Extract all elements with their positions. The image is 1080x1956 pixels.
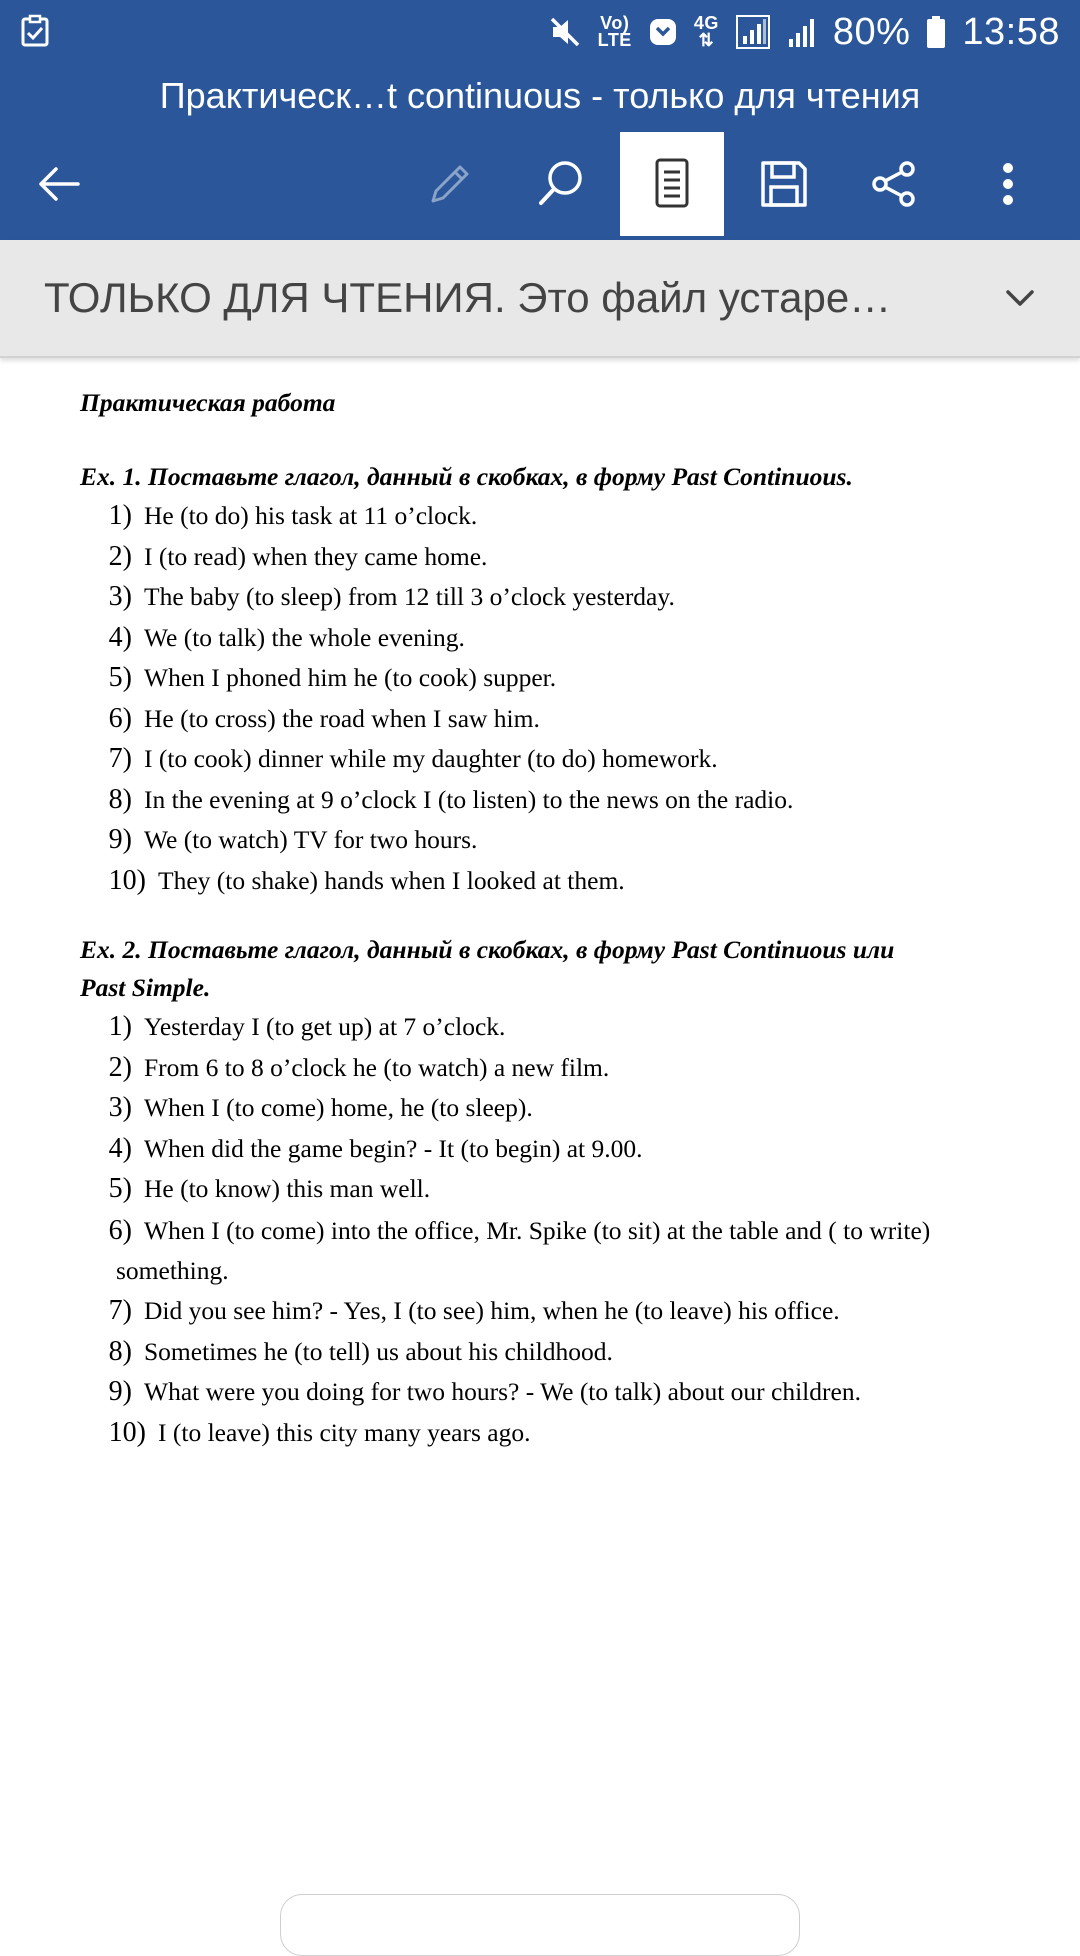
volte-label: Vo): [600, 13, 630, 33]
list-item-number: 7): [108, 743, 132, 774]
list-item: [80, 1129, 1020, 1170]
bottom-handle[interactable]: [280, 1894, 800, 1956]
list-item: [80, 820, 1020, 861]
ex2-heading-line2: Past Simple.: [80, 973, 211, 1002]
list-item: [80, 699, 1020, 740]
ex1-list: [80, 496, 1020, 901]
mute-icon: [548, 15, 582, 49]
share-icon: [867, 157, 921, 211]
ex2-list: [80, 1007, 1020, 1453]
battery-icon: [926, 15, 946, 49]
list-item-text: Did you see him? - Yes, I (to see) him, when he (to leave) his office.: [144, 1296, 840, 1325]
more-icon: [998, 157, 1018, 211]
share-button[interactable]: [842, 132, 946, 236]
document-body: [80, 384, 1020, 1453]
list-item-number: 5): [108, 662, 132, 693]
search-button[interactable]: [508, 132, 612, 236]
list-item: [80, 1413, 1020, 1454]
signal-sim1-icon: [735, 14, 771, 50]
lte-label: LTE: [597, 30, 632, 50]
clock: 13:58: [962, 10, 1060, 53]
list-item-number: 8): [108, 783, 132, 815]
list-item-number: 9): [108, 824, 132, 855]
save-icon: [757, 157, 811, 211]
list-item-number: 9): [108, 1376, 132, 1407]
list-item-text: When I phoned him he (to cook) supper.: [144, 663, 557, 692]
list-item-text: In the evening at 9 o’clock I (to listen) to the news on the radio.: [144, 784, 794, 814]
toolbar: [0, 128, 1080, 240]
list-item-number: 2): [108, 540, 132, 572]
list-item: [80, 577, 1020, 618]
read-only-banner[interactable]: [0, 240, 1080, 358]
list-item: [80, 1048, 1020, 1089]
list-item-number: 6): [108, 1214, 132, 1246]
list-item-text: He (to do) his task at 11 o’clock.: [144, 501, 478, 530]
list-item-text: What were you doing for two hours? - We (to talk) about our children.: [144, 1377, 861, 1406]
pencil-icon: [423, 157, 477, 211]
list-item-number: 10): [108, 1416, 146, 1448]
volte-indicator: [598, 15, 632, 49]
list-item-text: We (to watch) TV for two hours.: [144, 825, 478, 854]
task-checkbox-icon: [20, 14, 50, 48]
list-item-number: 7): [108, 1295, 132, 1326]
list-item: [80, 618, 1020, 659]
list-item-number: 5): [108, 1173, 132, 1204]
list-item: [80, 739, 1020, 780]
list-item-number: 6): [108, 702, 132, 734]
list-item: [80, 658, 1020, 699]
list-item-number: 2): [108, 1051, 132, 1083]
document-title-text: Практическая работа: [80, 388, 336, 417]
back-arrow-icon: [32, 156, 88, 212]
list-item-text: He (to know) this man well.: [144, 1174, 431, 1203]
list-item-number: 1): [108, 500, 132, 531]
list-item-text: I (to read) when they came home.: [144, 541, 488, 571]
list-item-number: 4): [108, 1132, 132, 1164]
list-item: [80, 1088, 1020, 1129]
list-item-text: I (to leave) this city many years ago.: [158, 1417, 531, 1447]
save-button[interactable]: [732, 132, 836, 236]
chevron-down-icon[interactable]: [1000, 278, 1040, 318]
signal-sim2-icon: [787, 15, 817, 49]
data-indicator: 4G ⇅: [693, 13, 719, 50]
list-item-number: 1): [108, 1011, 132, 1042]
list-item-text: He (to cross) the road when I saw him.: [144, 703, 540, 733]
list-item-text: Yesterday I (to get up) at 7 o’clock.: [144, 1012, 506, 1041]
list-item-number: 4): [108, 621, 132, 653]
list-item-text: We (to talk) the whole evening.: [144, 622, 465, 652]
list-item-continuation: something.: [116, 1255, 229, 1285]
list-item-number: 3): [108, 1092, 132, 1123]
ex2-heading-line1: Ex. 2. Поставьте глагол, данный в скобках, в форму Past Continuous или: [80, 935, 895, 964]
list-item: [80, 1169, 1020, 1210]
list-item: [80, 1007, 1020, 1048]
back-button[interactable]: [8, 132, 112, 236]
list-item-text: They (to shake) hands when I looked at them.: [158, 865, 625, 895]
reading-view-icon: [652, 156, 692, 212]
edit-button[interactable]: [398, 132, 502, 236]
list-item-text: When I (to come) home, he (to sleep).: [144, 1093, 533, 1122]
list-item: [80, 496, 1020, 537]
list-item: [80, 1212, 1020, 1249]
document-title: Практическ…t continuous - только для чтения: [0, 64, 1080, 128]
list-item: [80, 1291, 1020, 1332]
status-bar: [0, 0, 1080, 64]
reading-view-button[interactable]: [620, 132, 724, 236]
list-item: [80, 780, 1020, 821]
list-item-text: When I (to come) into the office, Mr. Spike (to sit) at the table and ( to write): [144, 1215, 931, 1245]
list-item-text: I (to cook) dinner while my daughter (to do) homework.: [144, 744, 718, 773]
network-type-label: 4G: [693, 13, 719, 33]
list-item: [80, 537, 1020, 578]
ex1-heading: Ex. 1. Поставьте глагол, данный в скобках, в форму Past Continuous.: [80, 462, 853, 491]
battery-percent: 80%: [832, 10, 911, 53]
list-item-text: When did the game begin? - It (to begin) at 9.00.: [144, 1133, 643, 1163]
search-icon: [532, 156, 588, 212]
list-item: [80, 861, 1020, 902]
list-item-text: The baby (to sleep) from 12 till 3 o’clock yesterday.: [144, 582, 675, 611]
list-item-number: 8): [108, 1335, 132, 1367]
list-item: [80, 1372, 1020, 1413]
list-item-number: 10): [108, 864, 146, 896]
banner-text: ТОЛЬКО ДЛЯ ЧТЕНИЯ. Это файл устаре…: [44, 274, 892, 321]
list-item-number: 3): [108, 581, 132, 612]
list-item-text: From 6 to 8 o’clock he (to watch) a new film.: [144, 1052, 610, 1082]
list-item-text: Sometimes he (to tell) us about his childhood.: [144, 1336, 613, 1366]
notification-icon: [648, 17, 678, 47]
list-item: [80, 1332, 1020, 1373]
more-options-button[interactable]: [956, 132, 1060, 236]
